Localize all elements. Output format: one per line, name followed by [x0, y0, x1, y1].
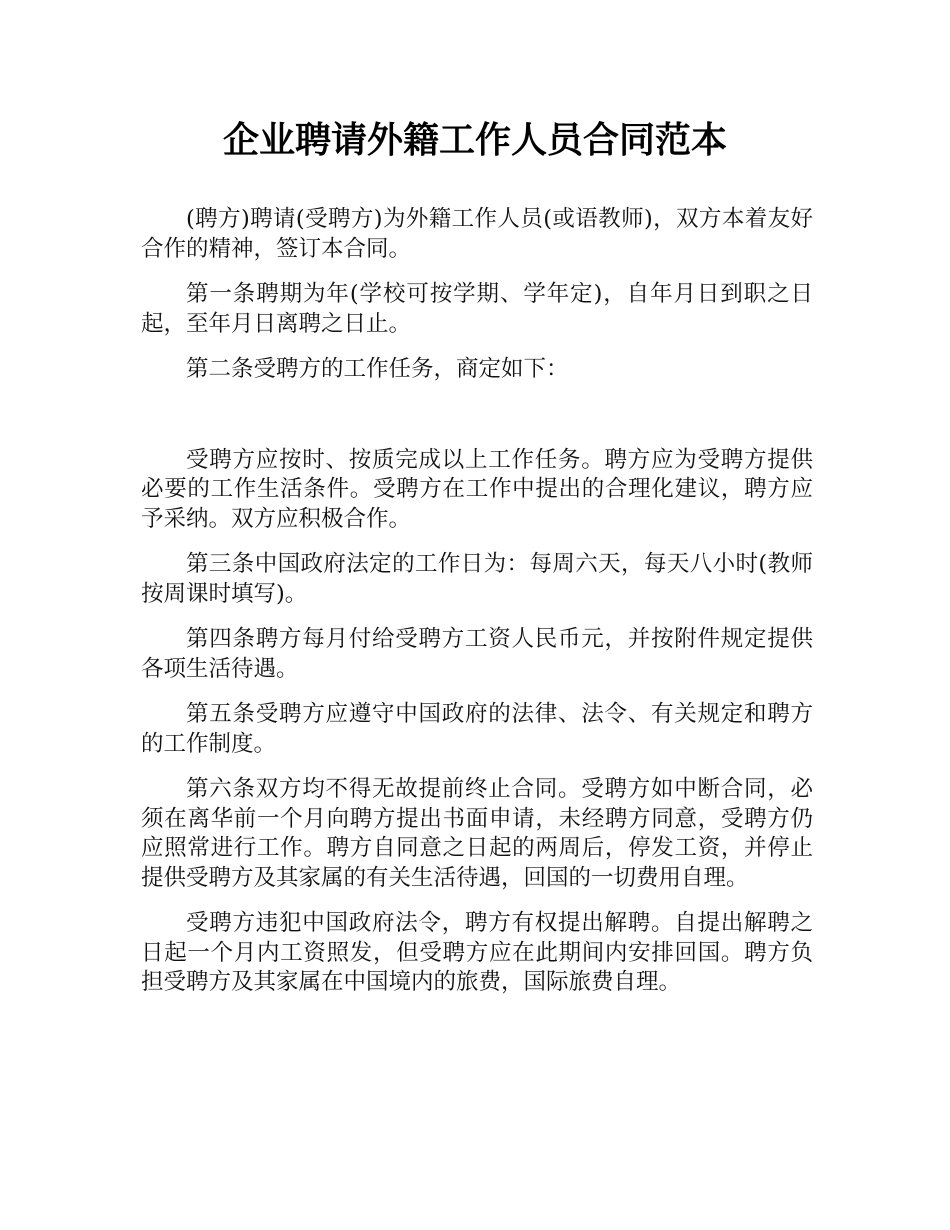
document-title: 企业聘请外籍工作人员合同范本 — [222, 120, 727, 161]
paragraph-article-3: 第三条中国政府法定的工作日为：每周六天，每天八小时(教师按周课时填写)。 — [141, 551, 813, 607]
paragraph-article-6-dismissal: 受聘方违犯中国政府法令，聘方有权提出解聘。自提出解聘之日起一个月内工资照发，但受聘方应在此期间内安排回国。聘方负担受聘方及其家属在中国境内的旅费，国际旅费自理。 — [141, 910, 813, 995]
paragraph-article-4: 第四条聘方每月付给受聘方工资人民币元，并按附件规定提供各项生活待遇。 — [141, 626, 813, 682]
paragraph-article-6: 第六条双方均不得无故提前终止合同。受聘方如中断合同，必须在离华前一个月向聘方提出书面申请，未经聘方同意，受聘方仍应照常进行工作。聘方自同意之日起的两周后，停发工资，并停止提供受聘方及其家属的有关生活待遇，回国的一切费用自理。 — [141, 776, 813, 891]
paragraph-preamble: (聘方)聘请(受聘方)为外籍工作人员(或语教师)，双方本着友好合作的精神，签订本合同。 — [141, 206, 813, 262]
paragraph-article-1: 第一条聘期为年(学校可按学期、学年定)，自年月日到职之日起，至年月日离聘之日止。 — [141, 281, 813, 337]
paragraph-article-5: 第五条受聘方应遵守中国政府的法律、法令、有关规定和聘方的工作制度。 — [141, 701, 813, 757]
paragraph-article-2: 第二条受聘方的工作任务，商定如下： — [186, 356, 569, 382]
document-body — [141, 205, 813, 1014]
paragraph-article-2-continued: 受聘方应按时、按质完成以上工作任务。聘方应为受聘方提供必要的工作生活条件。受聘方在工作中提出的合理化建议，聘方应予采纳。双方应积极合作。 — [141, 446, 813, 532]
